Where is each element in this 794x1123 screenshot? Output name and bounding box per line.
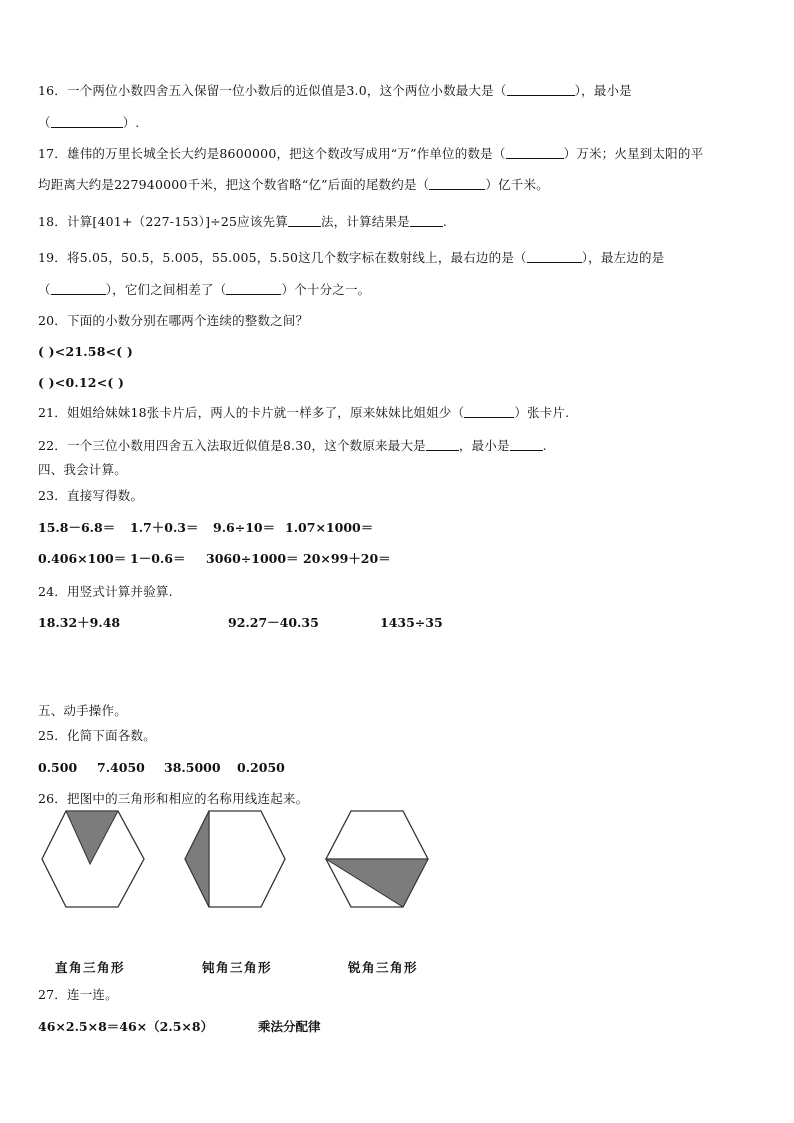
q21-text-b: ）张卡片. [514,405,570,420]
q23-item-4: 1.07×1000＝ [285,520,374,535]
label-acute-triangle[interactable]: 锐角三角形 [348,960,419,975]
q19-text-d: ），它们之间相差了（ [105,282,227,297]
label-obtuse-triangle[interactable]: 钝角三角形 [202,960,273,975]
q22-blank-1[interactable] [426,438,459,451]
q23-item-1: 15.8－6.8＝ [38,520,116,535]
q17-blank-2[interactable] [429,177,485,190]
q17-line2 [38,177,549,193]
hexagon-figures [38,808,448,913]
q21-text-a: 21．姐姐给妹妹18张卡片后，两人的卡片就一样多了，原来妹妹比姐姐少（ [38,405,465,420]
q26-title: 26．把图中的三角形和相应的名称用线连起来。 [38,791,309,806]
q19-blank-1[interactable] [527,250,582,263]
section-4-heading: 四、我会计算。 [38,462,127,477]
q19-blank-2[interactable] [51,282,106,295]
q24-item-1: 18.32＋9.48 [38,615,121,630]
q16-text-d: ）. [122,115,140,130]
q17-text-c: 均距离大约是227940000千米，把这个数省略“亿”后面的尾数约是（ [38,177,430,192]
hexagon-figure-3 [326,811,428,907]
q23-item-5: 0.406×100＝ [38,551,127,566]
hexagon-figure-2 [185,811,285,907]
q20-row2: ( )<0.12<( ) [38,375,125,390]
q27-expression[interactable]: 46×2.5×8＝46×（2.5×8） [38,1019,214,1034]
q16-text-b: ），最小是 [574,83,632,98]
q25-item-2: 7.4050 [97,760,145,775]
q17-blank-1[interactable] [506,146,564,159]
q21-blank[interactable] [464,405,514,418]
q19-text-a: 19．将5.05，50.5，5.005，55.005，5.50这几个数字标在数射线上，最右边的是（ [38,250,527,265]
q23-item-3: 9.6÷10＝ [213,520,276,535]
q17-text-a: 17．雄伟的万里长城全长大约是8600000，把这个数改写成用“万”作单位的数是（ [38,146,506,161]
q16-blank-min[interactable] [51,115,123,128]
q18-text-b: 法，计算结果是 [320,214,410,229]
q22-text-c: . [542,438,547,453]
q22-text-a: 22．一个三位小数用四舍五入法取近似值是8.30，这个数原来最大是 [38,438,426,453]
q19-text-b: ），最左边的是 [581,250,665,265]
q27-law-name[interactable]: 乘法分配律 [258,1019,321,1034]
q23-item-2: 1.7＋0.3＝ [130,520,199,535]
q16-text-c: （ [38,115,51,130]
q19-text-c: （ [38,282,51,297]
q19-blank-3[interactable] [226,282,281,295]
q16-text-a: 16．一个两位小数四舍五入保留一位小数后的近似值是3.0，这个两位小数最大是（ [38,83,507,98]
q22-line [38,438,547,454]
q16-line1 [38,83,632,99]
q16-blank-max[interactable] [507,83,575,96]
q18-text-c: . [442,214,448,229]
q25-title: 25．化简下面各数。 [38,728,156,743]
q25-item-1: 0.500 [38,760,78,775]
q18-blank-1[interactable] [288,214,321,227]
q25-item-4: 0.2050 [237,760,285,775]
shaded-triangle-2 [185,811,209,907]
q19-line2 [38,282,370,298]
q17-line1 [38,146,703,162]
q20-title: 20．下面的小数分别在哪两个连续的整数之间？ [38,313,309,328]
q20-row1: ( )<21.58<( ) [38,344,134,359]
label-right-triangle[interactable]: 直角三角形 [55,960,126,975]
q23-item-6: 1－0.6＝ [130,551,186,566]
q27-title: 27．连一连。 [38,987,118,1002]
hexagon-figure-1 [42,811,144,907]
q19-line1 [38,250,664,266]
q24-title: 24．用竖式计算并验算. [38,584,173,599]
q25-item-3: 38.5000 [164,760,221,775]
q22-blank-2[interactable] [510,438,543,451]
q22-text-b: ，最小是 [458,438,510,453]
q16-line2 [38,115,140,131]
q17-text-b: ）万米；火星到太阳的平 [563,146,704,161]
q17-text-d: ）亿千米。 [485,177,549,192]
q21-line [38,405,569,421]
q18-line [38,214,447,230]
q24-item-3: 1435÷35 [380,615,443,630]
q23-title: 23．直接写得数。 [38,488,144,503]
section-5-heading: 五、动手操作。 [38,703,127,718]
q18-text-a: 18．计算[401+（227-153）]÷25应该先算 [38,214,288,229]
q19-text-e: ）个十分之一。 [281,282,371,297]
q23-item-8: 20×99＋20＝ [303,551,391,566]
q23-item-7: 3060÷1000＝ [206,551,299,566]
q24-item-2: 92.27－40.35 [228,615,319,630]
q18-blank-2[interactable] [410,214,443,227]
